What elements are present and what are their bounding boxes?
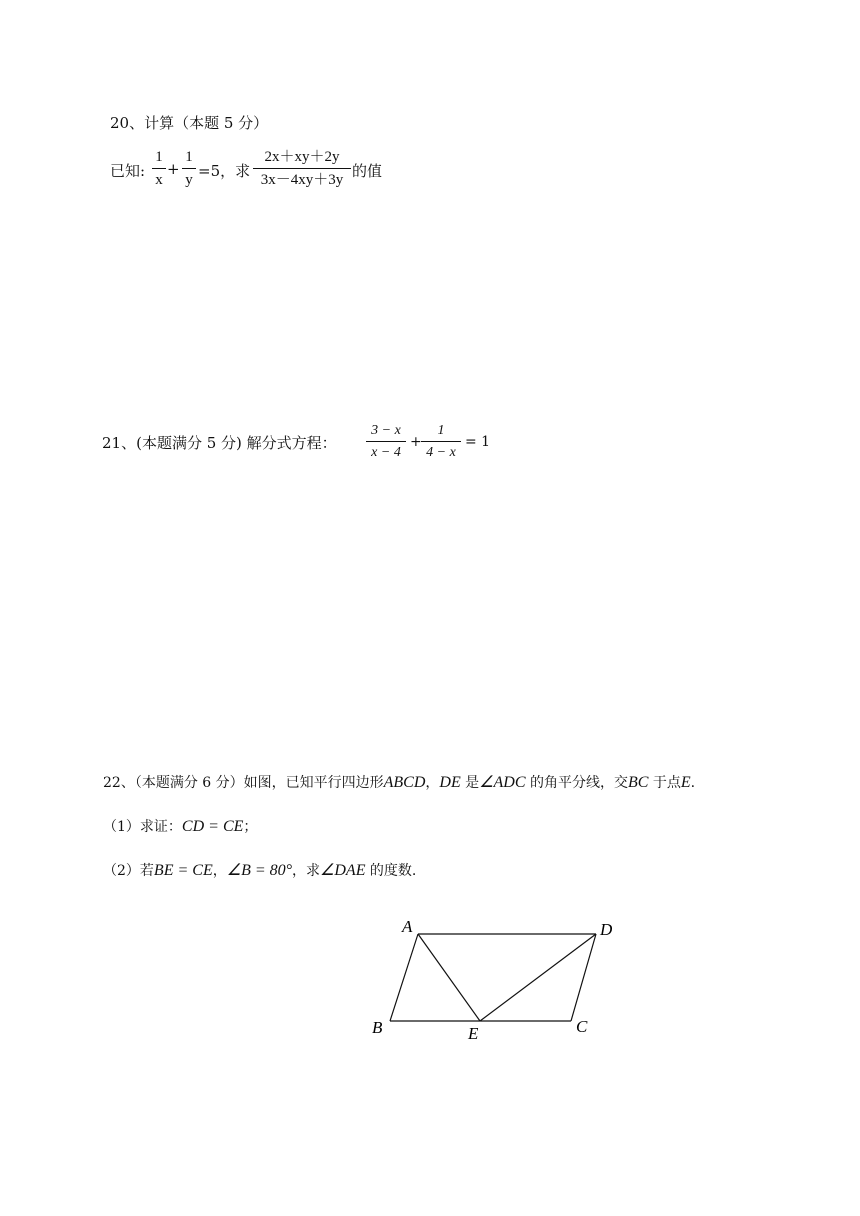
q20-frac1-num: 1: [155, 149, 163, 165]
q22-l3-p3: ，求: [292, 863, 321, 879]
q22-l1-abcd: ABCD: [383, 774, 426, 791]
q21-plus: +: [410, 434, 422, 450]
label-a: A: [402, 917, 413, 936]
q20-plus: +: [167, 160, 180, 178]
label-e: E: [468, 1024, 479, 1043]
q22-l1-e: E: [680, 774, 691, 791]
q20-prefix: 已知:: [110, 162, 146, 180]
q21-frac2-num: 1: [437, 423, 445, 438]
q22-l1-p3: 是: [460, 775, 480, 791]
q22-l1-p2: ，: [425, 775, 440, 791]
q22-l2-cd-eq-ce: CD = CE: [181, 818, 244, 835]
segment-ab: [390, 934, 418, 1021]
q22-l3-p1: （2）若: [103, 863, 154, 879]
q22-l3-be-eq-ce: BE = CE: [153, 862, 213, 879]
segment-dc: [571, 934, 596, 1021]
q22-l3-p4: 的度数.: [365, 863, 417, 879]
q20-frac2-den: y: [185, 172, 193, 188]
q22-l1-de: DE: [439, 774, 461, 791]
q20-heading: 20、计算（本题 5 分）: [110, 114, 269, 132]
q22-l1-p5: 于点: [648, 775, 681, 791]
q21-rhs: = 1: [465, 434, 491, 450]
q22-l1-p4: 的角平分线，交: [525, 775, 628, 791]
label-d: D: [600, 920, 613, 939]
q22-l3-angle-b: ∠B = 80°: [226, 862, 293, 879]
q20-suffix: 的值: [352, 162, 383, 180]
q21-frac1-num: 3 − x: [371, 423, 401, 438]
q20-frac1-den: x: [155, 172, 163, 188]
q22-l1-p6: .: [690, 775, 696, 791]
q20-frac3-num: 2x＋xy＋2y: [264, 149, 340, 165]
q22-l2-p1: （1）求证：: [103, 819, 182, 835]
label-b: B: [372, 1018, 383, 1037]
q21-frac1-den: x − 4: [371, 445, 401, 460]
q20-frac3-den: 3x－4xy＋3y: [260, 172, 344, 188]
q22-l1-p1: 22、（本题满分 6 分）如图，已知平行四边形: [103, 775, 384, 791]
segment-ae: [418, 934, 480, 1021]
q22-l1-angle-adc: ∠ADC: [479, 774, 526, 791]
q22-l3-angle-dae: ∠DAE: [320, 862, 366, 879]
q21-heading: 21、(本题满分 5 分) 解分式方程：: [102, 434, 337, 452]
q22-l2-p2: ；: [243, 819, 258, 835]
segment-de: [480, 934, 596, 1021]
q21-frac2-den: 4 − x: [426, 445, 456, 460]
q20-frac2-num: 1: [185, 149, 193, 165]
q22-l3-p2: ，: [212, 863, 227, 879]
q22-l1-bc: BC: [627, 774, 649, 791]
label-c: C: [576, 1017, 588, 1036]
q20-eq: =5，求: [198, 162, 251, 180]
